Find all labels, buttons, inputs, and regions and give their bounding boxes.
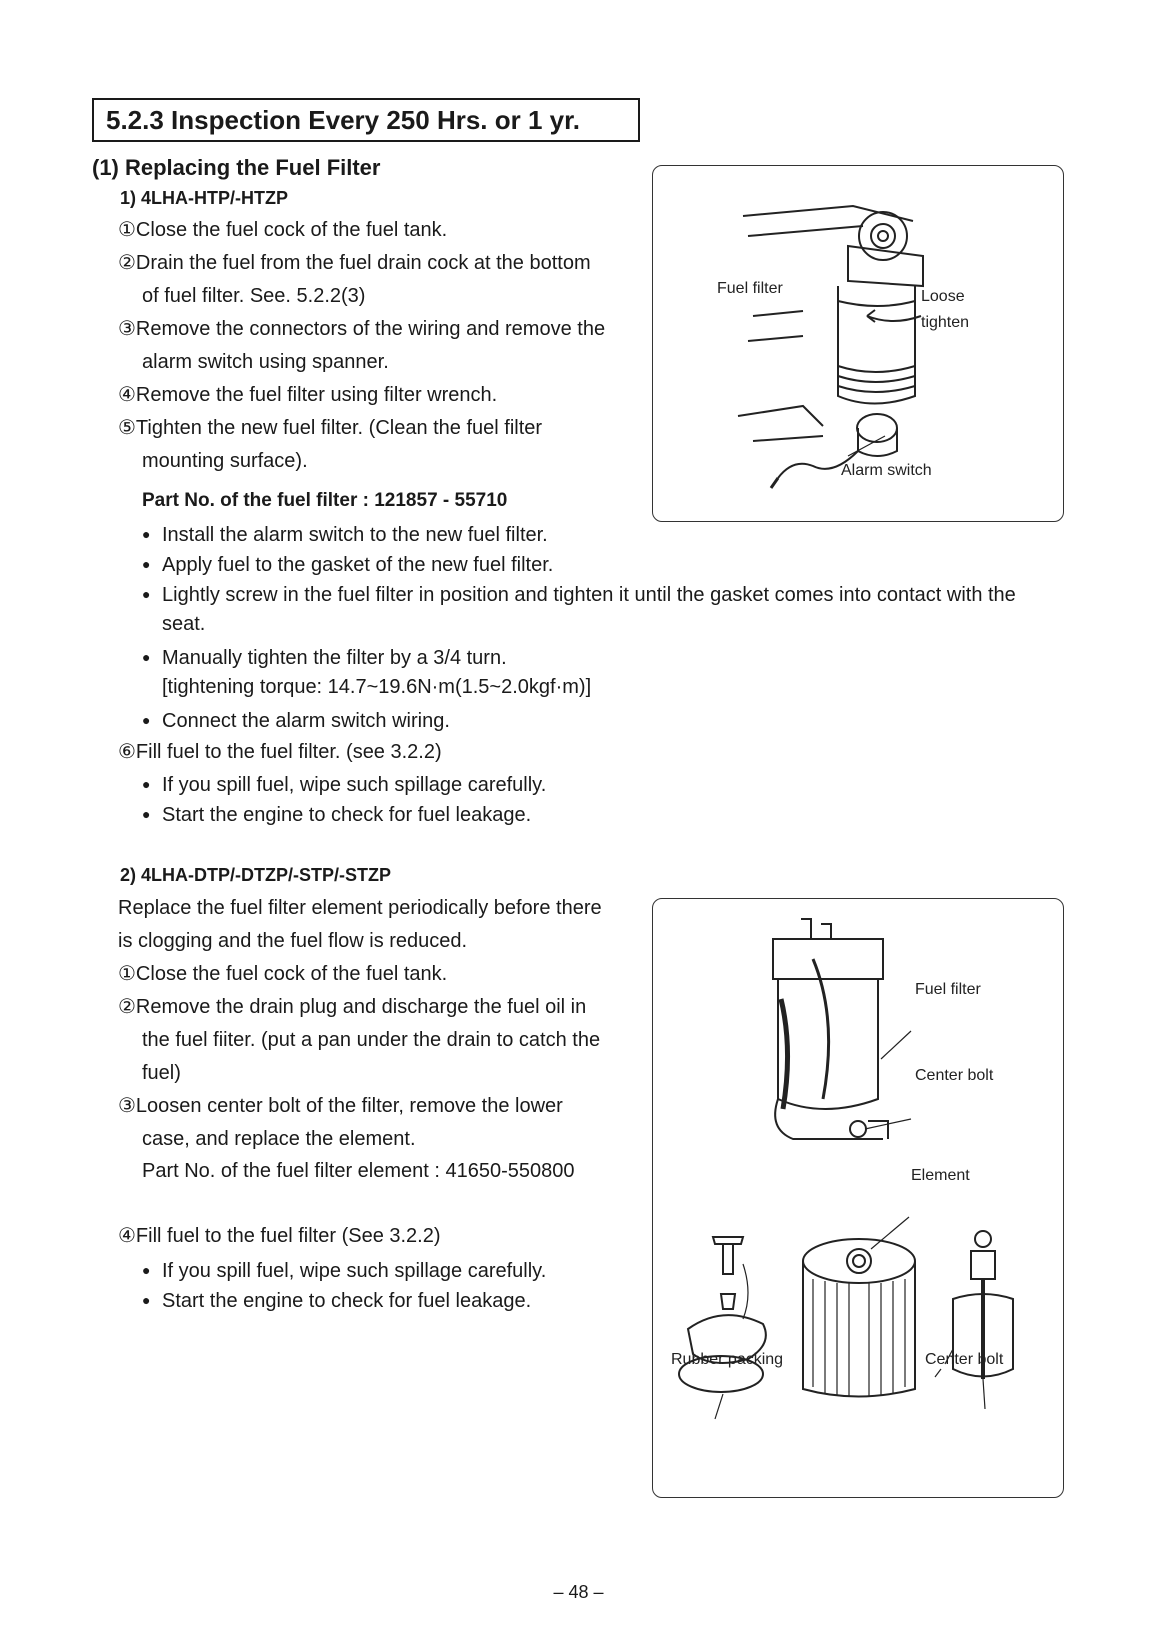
label-fuel-filter-b: Fuel filter — [915, 981, 981, 998]
model-b-step-1: ①Close the fuel cock of the fuel tank. — [118, 963, 448, 985]
model-b-step-2: ②Remove the drain plug and discharge the fuel oil in the fuel fiiter. (put a pan under the drain to catch the fuel) — [118, 996, 601, 1084]
bullet-spill-a: ● If you spill fuel, wipe such spillage carefully. — [142, 770, 842, 800]
label-fuel-filter-a: Fuel filter — [717, 280, 783, 297]
model-b-intro: Replace the fuel filter element periodically before there is clogging and the fuel flow is reduced. — [118, 897, 602, 952]
model-a-step-6: ⑥Fill fuel to the fuel filter. (see 3.2.2) — [118, 741, 442, 763]
figure-fuel-filter-htp — [652, 165, 1064, 522]
model-a-step-4: ④Remove the fuel filter using filter wrench. — [118, 384, 498, 406]
bullet-connect-wiring: ● Connect the alarm switch wiring. — [142, 706, 1042, 736]
bullet-start-engine-b: ● Start the engine to check for fuel leakage. — [142, 1286, 642, 1316]
model-a-step-2: ②Drain the fuel from the fuel drain cock at the bottom of fuel filter. See. 5.2.2(3) — [118, 252, 591, 307]
model-b-part-number: Part No. of the fuel filter element : 41650-550800 — [142, 1160, 575, 1182]
model-a-part-number: Part No. of the fuel filter : 121857 - 55710 — [142, 490, 508, 511]
figure-fuel-filter-dtp — [652, 898, 1064, 1498]
torque-spec: [tightening torque: 14.7~19.6N·m(1.5~2.0kgf·m)] — [162, 676, 592, 698]
label-center-bolt-bottom: Center bolt — [925, 1351, 1004, 1368]
model-a-step-1: ①Close the fuel cock of the fuel tank. — [118, 219, 448, 241]
model-a-step-5: ⑤Tighten the new fuel filter. (Clean the fuel filter mounting surface). — [118, 417, 543, 472]
bullet-manually-tighten: ● Manually tighten the filter by a 3/4 turn. — [142, 643, 1042, 673]
model-b-heading: 2) 4LHA-DTP/-DTZP/-STP/-STZP — [120, 865, 391, 885]
bullet-start-engine-a: ● Start the engine to check for fuel leakage. — [142, 800, 842, 830]
model-b-step-3: ③Loosen center bolt of the filter, remove the lower case, and replace the element. — [118, 1095, 563, 1150]
section-title: 5.2.3 Inspection Every 250 Hrs. or 1 yr. — [92, 98, 640, 142]
model-a-heading: 1) 4LHA-HTP/-HTZP — [120, 188, 288, 208]
label-rubber-packing: Rubber packing — [671, 1351, 784, 1368]
page-number: – 48 – — [553, 1582, 604, 1602]
bullet-apply-fuel: ● Apply fuel to the gasket of the new fuel filter. — [142, 550, 1042, 580]
label-tighten: tighten — [921, 314, 970, 331]
model-a-step-3: ③Remove the connectors of the wiring and remove the alarm switch using spanner. — [118, 318, 606, 373]
fuel-filter-dtp-illustration — [653, 899, 1065, 1499]
bullet-lightly-screw: ● Lightly screw in the fuel filter in position and tighten it until the gasket comes into contact with the seat. — [142, 580, 1042, 639]
model-b-steps — [118, 958, 608, 1156]
model-b-bullets — [142, 1256, 642, 1316]
label-center-bolt-top: Center bolt — [915, 1067, 994, 1084]
model-a-bullets-after — [142, 770, 842, 830]
label-alarm-switch: Alarm switch — [841, 462, 932, 479]
bullet-install-alarm: ● Install the alarm switch to the new fuel filter. — [142, 520, 1042, 550]
bullet-spill-b: ● If you spill fuel, wipe such spillage carefully. — [142, 1256, 642, 1286]
model-a-bullets — [142, 520, 1042, 736]
model-b-step-4: ④Fill fuel to the fuel filter (See 3.2.2) — [118, 1225, 441, 1247]
label-element: Element — [911, 1167, 970, 1184]
part-title: (1) Replacing the Fuel Filter — [92, 155, 381, 180]
label-loose: Loose — [921, 288, 965, 305]
model-a-steps — [118, 214, 608, 478]
